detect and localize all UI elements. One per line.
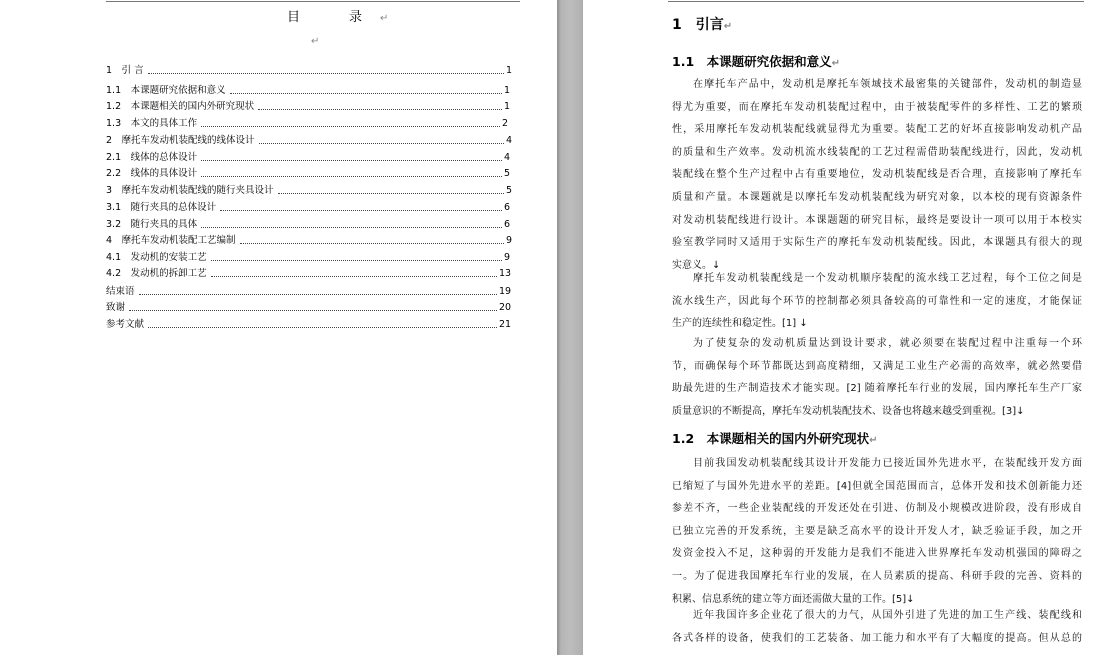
toc-dot-leader bbox=[148, 63, 504, 74]
toc-entry[interactable] bbox=[106, 185, 520, 197]
toc-entry[interactable] bbox=[106, 85, 520, 97]
toc-entry-label: 3.2 随行夹具的具体 bbox=[106, 219, 198, 230]
toc-entry-label: 2.1 线体的总体设计 bbox=[106, 152, 198, 163]
paragraph-line: 质量意识的不断提高，摩托车发动机装配技术、设备也将越来越受到重视。[3]↓ bbox=[672, 405, 1025, 417]
toc-dot-leader bbox=[258, 99, 502, 110]
empty-paragraph-mark: ↵ bbox=[311, 36, 320, 47]
toc-entry-page: 1 bbox=[504, 85, 511, 96]
paragraph-line: 摩托车发动机装配线是一个发动机顺序装配的流水线工艺过程，每个工位之间是 bbox=[693, 273, 1082, 284]
toc-entry-page: 5 bbox=[504, 168, 511, 179]
pilcrow-mark: ↵ bbox=[380, 13, 407, 24]
toc-entry[interactable] bbox=[106, 252, 520, 264]
toc-dot-leader bbox=[148, 317, 497, 328]
paragraph-line: 已缩短了与国外先进水平的差距。[4]但就全国范围而言，总体开发和技术创新能力还 bbox=[672, 480, 1082, 492]
paragraph-line: 近年我国许多企业花了很大的力气，从国外引进了先进的加工生产线、装配线和 bbox=[693, 610, 1082, 621]
toc-entry[interactable] bbox=[106, 202, 520, 214]
toc-dot-leader bbox=[278, 183, 504, 194]
paragraph-line: 的质量和生产效率。发动机流水线装配的工艺过程需借助装配线进行，因此，发动机 bbox=[672, 146, 1082, 158]
toc-title bbox=[287, 6, 406, 25]
paragraph-line: 验室教学同时又适用于实际生产的摩托车发动机装配线。因此，本课题具有很大的现 bbox=[672, 237, 1082, 249]
paragraph-line: 参差不齐，一些企业装配线的开发还处在引进、仿制及小规模改进阶段，没有形成自 bbox=[672, 503, 1082, 515]
toc-entry-page: 21 bbox=[499, 319, 512, 330]
toc-entry[interactable] bbox=[106, 168, 520, 180]
paragraph-line: 生产的连续性和稳定性。[1] ↓ bbox=[672, 318, 808, 330]
toc-entry[interactable] bbox=[106, 268, 520, 280]
toc-entry-page: 9 bbox=[504, 252, 511, 263]
paragraph-line: 得尤为重要，而在摩托车发动机装配过程中，由于被装配零件的多样性、工艺的繁琐 bbox=[672, 101, 1082, 113]
toc-entry-label: 4.1 发动机的安装工艺 bbox=[106, 252, 207, 263]
toc-entry-page: 5 bbox=[506, 185, 513, 196]
paragraph-line: 助最先进的生产制造技术才能实现。[2] 随着摩托车行业的发展，国内摩托车生产厂家 bbox=[672, 383, 1082, 395]
toc-entry[interactable] bbox=[106, 235, 520, 247]
toc-dot-leader bbox=[211, 250, 502, 261]
toc-entry-page: 13 bbox=[499, 268, 512, 279]
paragraph-line: 流水线生产，因此每个环节的控制都必须具备较高的可靠性和一定的速度，才能保证 bbox=[672, 295, 1082, 307]
toc-entry-page: 1 bbox=[504, 101, 511, 112]
paragraph-line: 在摩托车产品中，发动机是摩托车领域技术最密集的关键部件，发动机的制造显 bbox=[693, 79, 1082, 90]
toc-entry-label: 3 摩托车发动机装配线的随行夹具设计 bbox=[106, 185, 274, 196]
toc-entry-page: 1 bbox=[506, 65, 513, 76]
section-heading-1-1: 1.1 本课题研究依据和意义↵ bbox=[672, 54, 841, 69]
toc-entry[interactable] bbox=[106, 219, 520, 231]
toc-dot-leader bbox=[201, 116, 500, 127]
toc-entry[interactable] bbox=[106, 101, 520, 113]
paragraph-line: 各式各样的设备，使我们的工艺装备、加工能力和水平有了大幅度的提高。但从总的 bbox=[672, 632, 1082, 644]
toc-entry-label: 2.2 线体的具体设计 bbox=[106, 168, 198, 179]
toc-dot-leader bbox=[139, 284, 497, 295]
toc-entry-page: 19 bbox=[499, 286, 512, 297]
toc-title-text: 目 录 bbox=[287, 10, 381, 25]
paragraph-line: 质量和产量。本课题就是以摩托车发动机装配线为研究对象，以本校的现有资源条件 bbox=[672, 192, 1082, 203]
toc-entry[interactable] bbox=[106, 65, 520, 77]
toc-entry-page: 4 bbox=[506, 135, 513, 146]
toc-entry[interactable] bbox=[106, 152, 520, 164]
toc-entry[interactable] bbox=[106, 118, 520, 130]
toc-entry-label: 4 摩托车发动机装配工艺编制 bbox=[106, 235, 236, 246]
toc-dot-leader bbox=[129, 300, 497, 311]
paragraph-line: 发资金投入不足，这种弱的开发能力是我们不能进入世界摩托车发动机强国的障碍之 bbox=[672, 548, 1082, 560]
toc-dot-leader bbox=[211, 266, 497, 277]
toc-entry-page: 6 bbox=[504, 219, 511, 230]
toc-entry-label: 1 引 言 bbox=[106, 65, 144, 76]
toc-entry[interactable] bbox=[106, 302, 520, 314]
toc-entry-label: 参考文献 bbox=[106, 319, 145, 330]
paragraph-line: 一。为了促进我国摩托车行业的发展，在人员素质的提高、科研手段的完善、资料的 bbox=[672, 571, 1082, 582]
header-margin-line bbox=[106, 1, 520, 2]
toc-dot-leader bbox=[240, 233, 504, 244]
toc-dot-leader bbox=[201, 166, 502, 177]
toc-entry-page: 9 bbox=[506, 235, 513, 246]
toc-entry-page: 2 bbox=[502, 118, 509, 129]
toc-entry-label: 2 摩托车发动机装配线的线体设计 bbox=[106, 135, 255, 146]
paragraph-line: 实意义。↓ bbox=[672, 259, 721, 271]
toc-dot-leader bbox=[220, 200, 502, 211]
toc-entry[interactable] bbox=[106, 286, 520, 298]
paragraph-line: 性，采用摩托车发动机装配线就显得尤为重要。装配工艺的好坏直接影响发动机产品 bbox=[672, 124, 1082, 136]
toc-entry-label: 1.3 本文的具体工作 bbox=[106, 118, 198, 129]
toc-dot-leader bbox=[201, 150, 502, 161]
toc-dot-leader bbox=[230, 83, 502, 94]
paragraph-line: 节，而确保每个环节都既达到高度精细，又满足工业生产必需的高效率，就必然要借 bbox=[672, 360, 1082, 372]
chapter-heading: 1 引言↵ bbox=[672, 17, 733, 33]
paragraph-line: 目前我国发动机装配线其设计开发能力已接近国外先进水平，在装配线开发方面 bbox=[693, 458, 1082, 469]
paragraph-line: 装配线在整个生产过程中占有重要地位，发动机装配线是否合理，直接影响了摩托车 bbox=[672, 169, 1082, 181]
toc-entry[interactable] bbox=[106, 319, 520, 331]
toc-entry-label: 致谢 bbox=[106, 302, 126, 313]
toc-entry-label: 1.1 本课题研究依据和意义 bbox=[106, 85, 226, 96]
toc-entry-page: 6 bbox=[504, 202, 511, 213]
section-heading-1-2: 1.2 本课题相关的国内外研究现状↵ bbox=[672, 431, 878, 446]
toc-dot-leader bbox=[259, 133, 504, 144]
page-gap bbox=[557, 0, 583, 655]
toc-entry-page: 20 bbox=[499, 302, 512, 313]
toc-entry[interactable] bbox=[106, 135, 520, 147]
header-margin-line-right bbox=[668, 1, 1084, 2]
toc-entry-label: 3.1 随行夹具的总体设计 bbox=[106, 202, 217, 213]
paragraph-line: 为了使复杂的发动机质量达到设计要求，就必须要在装配过程中注重每一个环 bbox=[693, 338, 1082, 349]
toc-entry-label: 4.2 发动机的拆卸工艺 bbox=[106, 268, 207, 279]
toc-entry-label: 1.2 本课题相关的国内外研究现状 bbox=[106, 101, 255, 112]
toc-dot-leader bbox=[201, 217, 502, 228]
paragraph-line: 已独立完善的开发系统，主要是缺乏高水平的设计开发人才，缺乏验证手段，加之开 bbox=[672, 525, 1082, 537]
paragraph-line: 对发动机装配线进行设计。本课题题的研究目标，最终是要设计一项可以用于本校实 bbox=[672, 214, 1082, 226]
toc-entry-page: 4 bbox=[504, 152, 511, 163]
toc-entry-label: 结束语 bbox=[106, 286, 135, 297]
paragraph-line: 积累、信息系统的建立等方面还需做大量的工作。[5]↓ bbox=[672, 593, 915, 605]
